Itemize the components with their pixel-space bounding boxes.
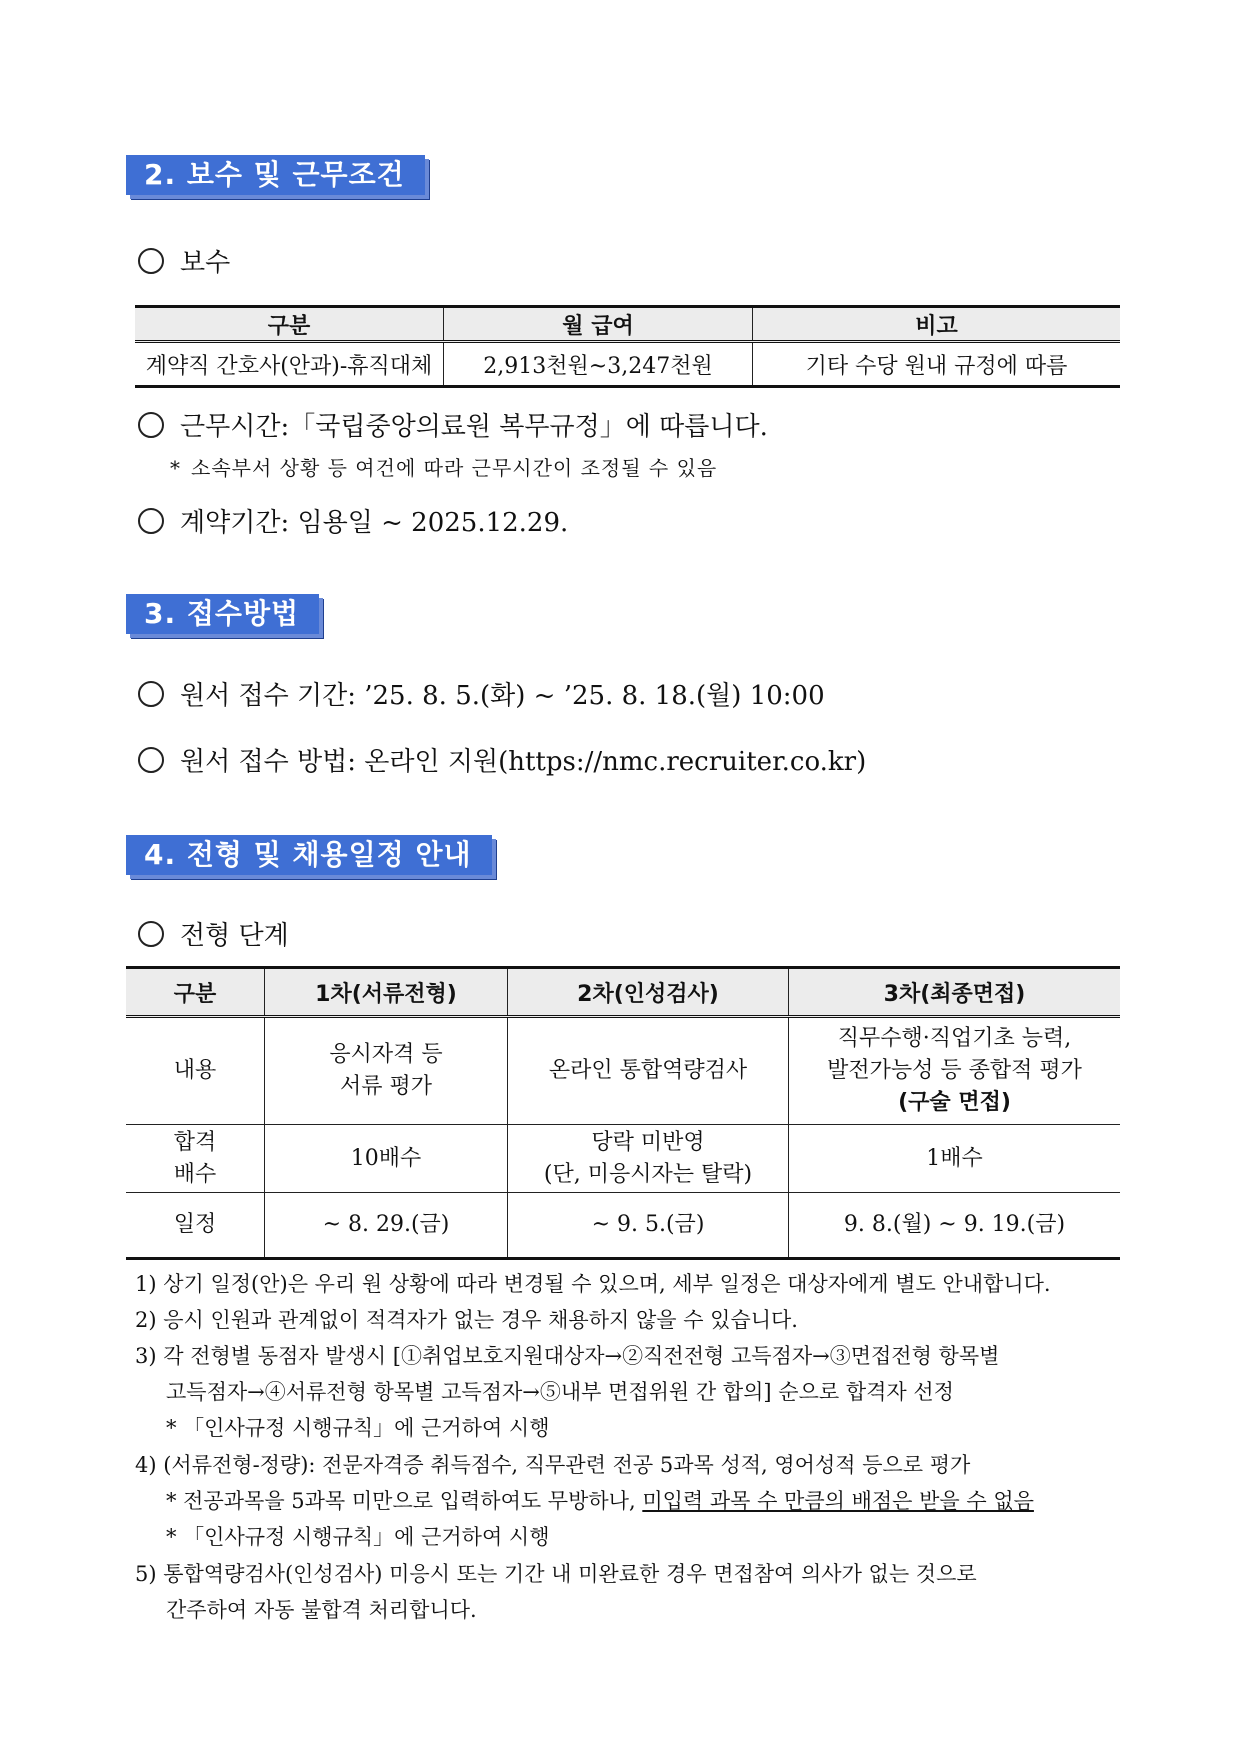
pay-header-salary: 월 급여 (444, 307, 753, 342)
stages-row-ratio (126, 1125, 1120, 1193)
contract-period-item (138, 502, 568, 539)
apply-period-item (138, 675, 825, 712)
ratio-2nd (508, 1125, 789, 1193)
stages-header-category: 구분 (126, 968, 265, 1017)
pay-cell-salary: 2,913천원~3,247천원 (444, 342, 753, 387)
stages-table (126, 966, 1120, 1260)
ratio-2nd-line1: 당락 미반영 (591, 1129, 705, 1155)
stages-header-3rd: 3차(최종면접) (789, 968, 1121, 1017)
note-3-sub: * 「인사규정 시행규칙」에 근거하여 시행 (166, 1416, 550, 1440)
apply-method-item (138, 741, 866, 778)
content-3rd-line3: (구술 면접) (898, 1090, 1011, 1115)
note-2: 2) 응시 인원과 관계없이 적격자가 없는 경우 채용하지 않을 수 있습니다. (135, 1308, 798, 1332)
circle-bullet-icon (138, 681, 164, 707)
note-4-sub1-text: * 전공과목을 5과목 미만으로 입력하여도 무방하나, (166, 1489, 643, 1513)
content-3rd-line1: 직무수행·직업기초 능력, (837, 1026, 1072, 1051)
ratio-3rd: 1배수 (789, 1125, 1121, 1193)
note-3-line2: 고득점자→④서류전형 항목별 고득점자→⑤내부 면접위원 간 합의] 순으로 합격자 선정 (166, 1380, 954, 1404)
row-label-content: 내용 (126, 1017, 265, 1125)
note-4-sub2: * 「인사규정 시행규칙」에 근거하여 시행 (166, 1525, 550, 1549)
circle-bullet-icon (138, 412, 164, 438)
section-heading-2: 2. 보수 및 근무조건 (126, 155, 425, 195)
pay-table-header (135, 307, 1120, 342)
note-4-line1: 4) (서류전형-정량): 전문자격증 취득점수, 직무관련 전공 5과목 성적, 영어성적 등으로 평가 (135, 1453, 971, 1477)
apply-method-text: 원서 접수 방법: 온라인 지원(https://nmc.recruiter.co.kr) (180, 747, 867, 777)
schedule-1st: ~ 8. 29.(금) (265, 1193, 508, 1259)
stages-row-schedule (126, 1193, 1120, 1259)
ratio-2nd-line2: (단, 미응시자는 탈락) (543, 1161, 753, 1187)
stages-header-1st: 1차(서류전형) (265, 968, 508, 1017)
pay-cell-remarks: 기타 수당 원내 규정에 따름 (753, 342, 1121, 387)
circle-bullet-icon (138, 921, 164, 947)
apply-period-text: 원서 접수 기간: ’25. 8. 5.(화) ~ ’25. 8. 18.(월) 10:00 (180, 681, 825, 711)
content-3rd-line2: 발전가능성 등 종합적 평가 (827, 1058, 1082, 1083)
work-hours-item (138, 406, 768, 443)
stages-row-content (126, 1017, 1120, 1125)
schedule-2nd: ~ 9. 5.(금) (508, 1193, 789, 1259)
schedule-3rd: 9. 8.(월) ~ 9. 19.(금) (789, 1193, 1121, 1259)
note-5-line2: 간주하여 자동 불합격 처리합니다. (166, 1598, 477, 1622)
section-heading-3: 3. 접수방법 (126, 594, 319, 634)
note-4-sub1-underlined: 미입력 과목 수 만큼의 배점은 받을 수 없음 (642, 1489, 1034, 1513)
row-label-ratio (126, 1125, 265, 1193)
content-1st-line2: 서류 평가 (339, 1074, 432, 1099)
row-label-ratio-line1: 합격 (173, 1129, 217, 1155)
stages-label: 전형 단계 (180, 921, 289, 951)
circle-bullet-icon (138, 508, 164, 534)
stages-item (138, 915, 289, 952)
work-hours-note-text: 소속부서 상황 등 여건에 따라 근무시간이 조정될 수 있음 (191, 456, 718, 480)
stages-table-header (126, 968, 1120, 1017)
pay-table (135, 305, 1120, 388)
pay-label: 보수 (180, 248, 231, 278)
work-hours-text: 근무시간:「국립중앙의료원 복무규정」에 따릅니다. (180, 412, 768, 442)
circle-bullet-icon (138, 747, 164, 773)
section-heading-4: 4. 전형 및 채용일정 안내 (126, 835, 492, 875)
pay-header-remarks: 비고 (753, 307, 1121, 342)
note-5-line1: 5) 통합역량검사(인성검사) 미응시 또는 기간 내 미완료한 경우 면접참여 의사가 없는 것으로 (135, 1562, 977, 1586)
content-1st-line1: 응시자격 등 (329, 1042, 443, 1067)
pay-table-row (135, 342, 1120, 387)
pay-cell-category: 계약직 간호사(안과)-휴직대체 (135, 342, 444, 387)
content-2nd: 온라인 통합역량검사 (508, 1017, 789, 1125)
row-label-ratio-line2: 배수 (173, 1161, 217, 1187)
content-3rd (789, 1017, 1121, 1125)
note-3-line1: 3) 각 전형별 동점자 발생시 [①취업보호지원대상자→②직전전형 고득점자→③면접전형 항목별 (135, 1344, 1000, 1368)
row-label-schedule: 일정 (126, 1193, 265, 1259)
circle-bullet-icon (138, 248, 164, 274)
note-4-sub1 (166, 1485, 1034, 1515)
pay-header-category: 구분 (135, 307, 444, 342)
ratio-1st: 10배수 (265, 1125, 508, 1193)
contract-period-text: 계약기간: 임용일 ~ 2025.12.29. (180, 508, 569, 538)
asterisk-icon: * (170, 456, 181, 480)
work-hours-note (170, 452, 717, 481)
content-1st (265, 1017, 508, 1125)
stages-header-2nd: 2차(인성검사) (508, 968, 789, 1017)
note-1: 1) 상기 일정(안)은 우리 원 상황에 따라 변경될 수 있으며, 세부 일정은 대상자에게 별도 안내합니다. (135, 1272, 1051, 1296)
pay-item (138, 242, 230, 279)
